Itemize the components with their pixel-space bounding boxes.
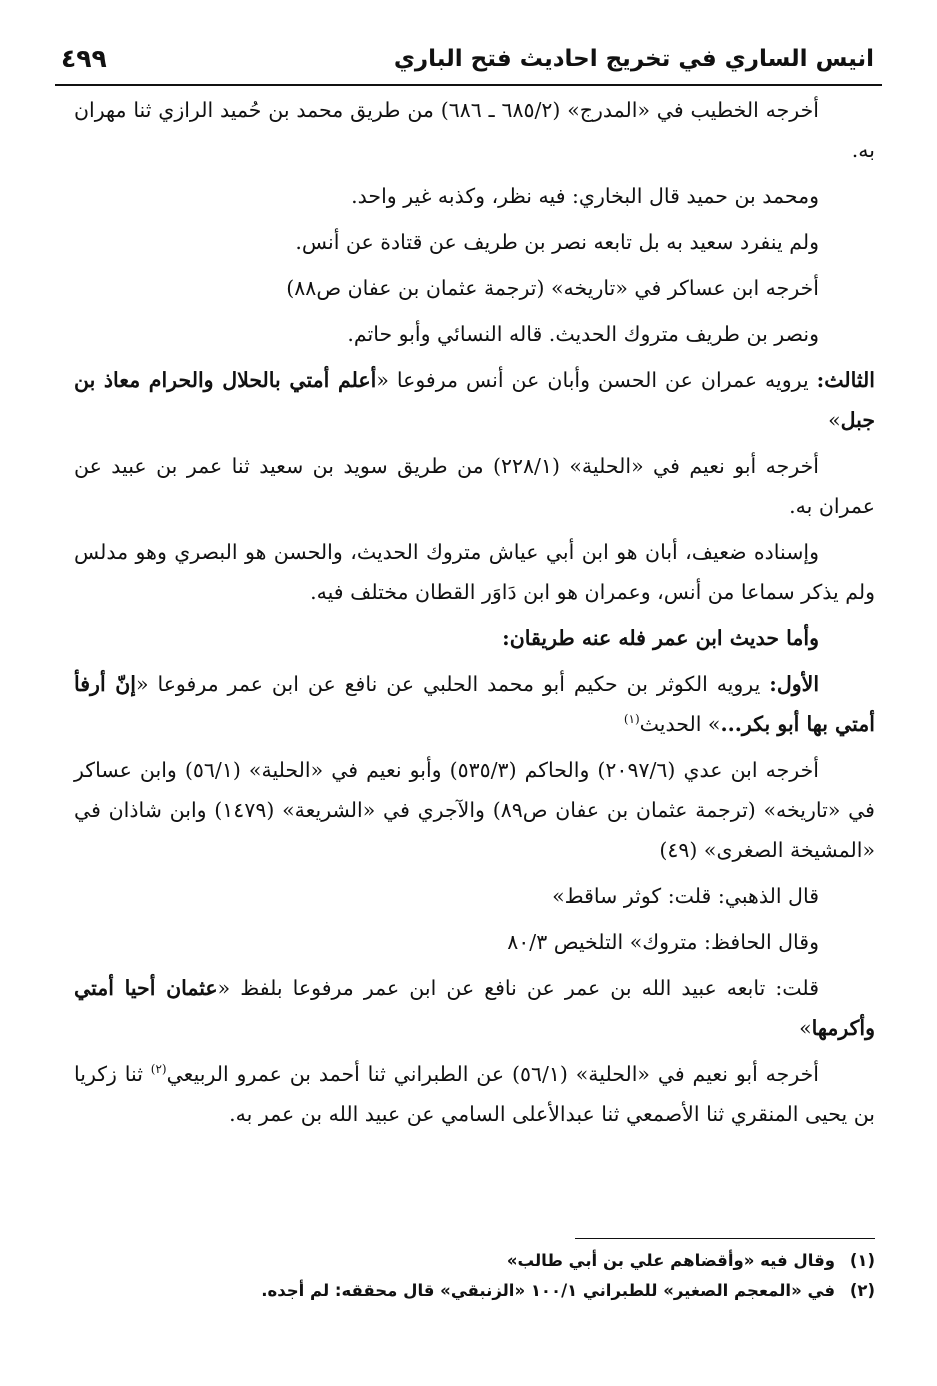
text-segment: وإسناده ضعيف، أبان هو ابن أبي عياش متروك الحديث، والحسن هو البصري وهو مدلس ولم يذكر سماعا من أنس، وعمران هو ابن دَاوَر القطان مختلف فيه. xyxy=(74,540,875,604)
footnote-text: وقال فيه «وأقضاهم علي بن أبي طالب» xyxy=(506,1251,835,1270)
footnote xyxy=(74,1246,875,1276)
paragraph xyxy=(74,968,875,1048)
text-segment: عثمان أحيا أمتي وأكرمها xyxy=(74,976,875,1040)
text-segment: قلت: تابعه عبيد الله بن عمر عن نافع عن ابن عمر مرفوعا بلفظ « xyxy=(217,976,820,1000)
paragraph xyxy=(74,532,875,612)
main-text xyxy=(74,90,875,1140)
footnote-ref: (٢) xyxy=(150,1062,167,1077)
text-segment: أخرجه الخطيب في «المدرج» (٦٨٥/٢ ـ ٦٨٦) من طريق محمد بن حُميد الرازي ثنا مهران به. xyxy=(74,98,875,162)
text-segment: قال الذهبي: قلت: كوثر ساقط» xyxy=(552,884,819,908)
footnote-text: في «المعجم الصغير» للطبراني ١٠٠/١ «الزنبقي» قال محققه: لم أجده. xyxy=(261,1281,835,1300)
text-segment: يرويه الكوثر بن حكيم أبو محمد الحلبي عن نافع عن ابن عمر مرفوعا « xyxy=(135,672,770,696)
text-segment: أعلم أمتي بالحلال والحرام معاذ بن جبل xyxy=(74,368,875,432)
paragraph xyxy=(74,876,875,916)
paragraph xyxy=(74,314,875,354)
paragraph xyxy=(74,222,875,262)
footnote-number: (٢) xyxy=(849,1281,875,1300)
paragraph xyxy=(74,618,875,658)
book-title: انيس الساري في تخريج احاديث فتح الباري xyxy=(393,46,874,72)
text-segment: إنّ أرفأ أمتي بها أبو بكر... xyxy=(74,672,875,736)
footnote-ref: (١) xyxy=(623,712,640,727)
text-segment: ولم ينفرد سعيد به بل تابعه نصر بن طريف عن قتادة عن أنس. xyxy=(295,230,819,254)
footnote-number: (١) xyxy=(849,1251,875,1270)
text-segment: » الحديث xyxy=(639,712,721,736)
footnote xyxy=(74,1276,875,1306)
running-header xyxy=(55,38,882,86)
paragraph xyxy=(74,1054,875,1134)
paragraph xyxy=(74,664,875,744)
text-segment: ومحمد بن حميد قال البخاري: فيه نظر، وكذبه غير واحد. xyxy=(351,184,819,208)
text-segment: أخرجه ابن عساكر في «تاريخه» (ترجمة عثمان بن عفان ص٨٨) xyxy=(286,276,819,300)
paragraph xyxy=(74,176,875,216)
text-segment: أخرجه ابن عدي (٢٠٩٧/٦) والحاكم (٥٣٥/٣) وأبو نعيم في «الحلية» (٥٦/١) وابن عساكر في «تاريخه» (ترجمة عثمان بن عفان ص٨٩) والآجري في «الشريعة» (١٤٧٩) وابن شاذان في «المشيخة الصغرى» (٤٩) xyxy=(74,758,875,862)
text-segment: الثالث: xyxy=(816,368,875,392)
text-segment: ونصر بن طريف متروك الحديث. قاله النسائي وأبو حاتم. xyxy=(347,322,819,346)
text-segment: الأول: xyxy=(769,672,820,696)
footnote-separator xyxy=(575,1238,875,1239)
paragraph xyxy=(74,922,875,962)
text-segment: أخرجه أبو نعيم في «الحلية» (٢٢٨/١) من طريق سويد بن سعيد ثنا عمر بن عبيد عن عمران به. xyxy=(74,454,875,518)
paragraph xyxy=(74,360,875,440)
page-number: ٤٩٩ xyxy=(61,44,107,73)
footnotes xyxy=(74,1246,875,1306)
text-segment: » xyxy=(799,1016,812,1040)
text-segment: وأما حديث ابن عمر فله عنه طريقان: xyxy=(502,626,819,650)
paragraph xyxy=(74,750,875,870)
paragraph xyxy=(74,90,875,170)
text-segment: » xyxy=(828,408,841,432)
paragraph xyxy=(74,446,875,526)
text-segment: ثنا زكريا بن يحيى المنقري ثنا الأصمعي ثنا عبدالأعلى السامي عن عبيد الله بن عمر به. xyxy=(74,1062,875,1126)
paragraph xyxy=(74,268,875,308)
text-segment: أخرجه أبو نعيم في «الحلية» (٥٦/١) عن الطبراني ثنا أحمد بن عمرو الربيعي xyxy=(166,1062,820,1086)
text-segment: وقال الحافظ: متروك» التلخيص ٨٠/٣ xyxy=(507,930,819,954)
text-segment: يرويه عمران عن الحسن وأبان عن أنس مرفوعا « xyxy=(376,368,817,392)
